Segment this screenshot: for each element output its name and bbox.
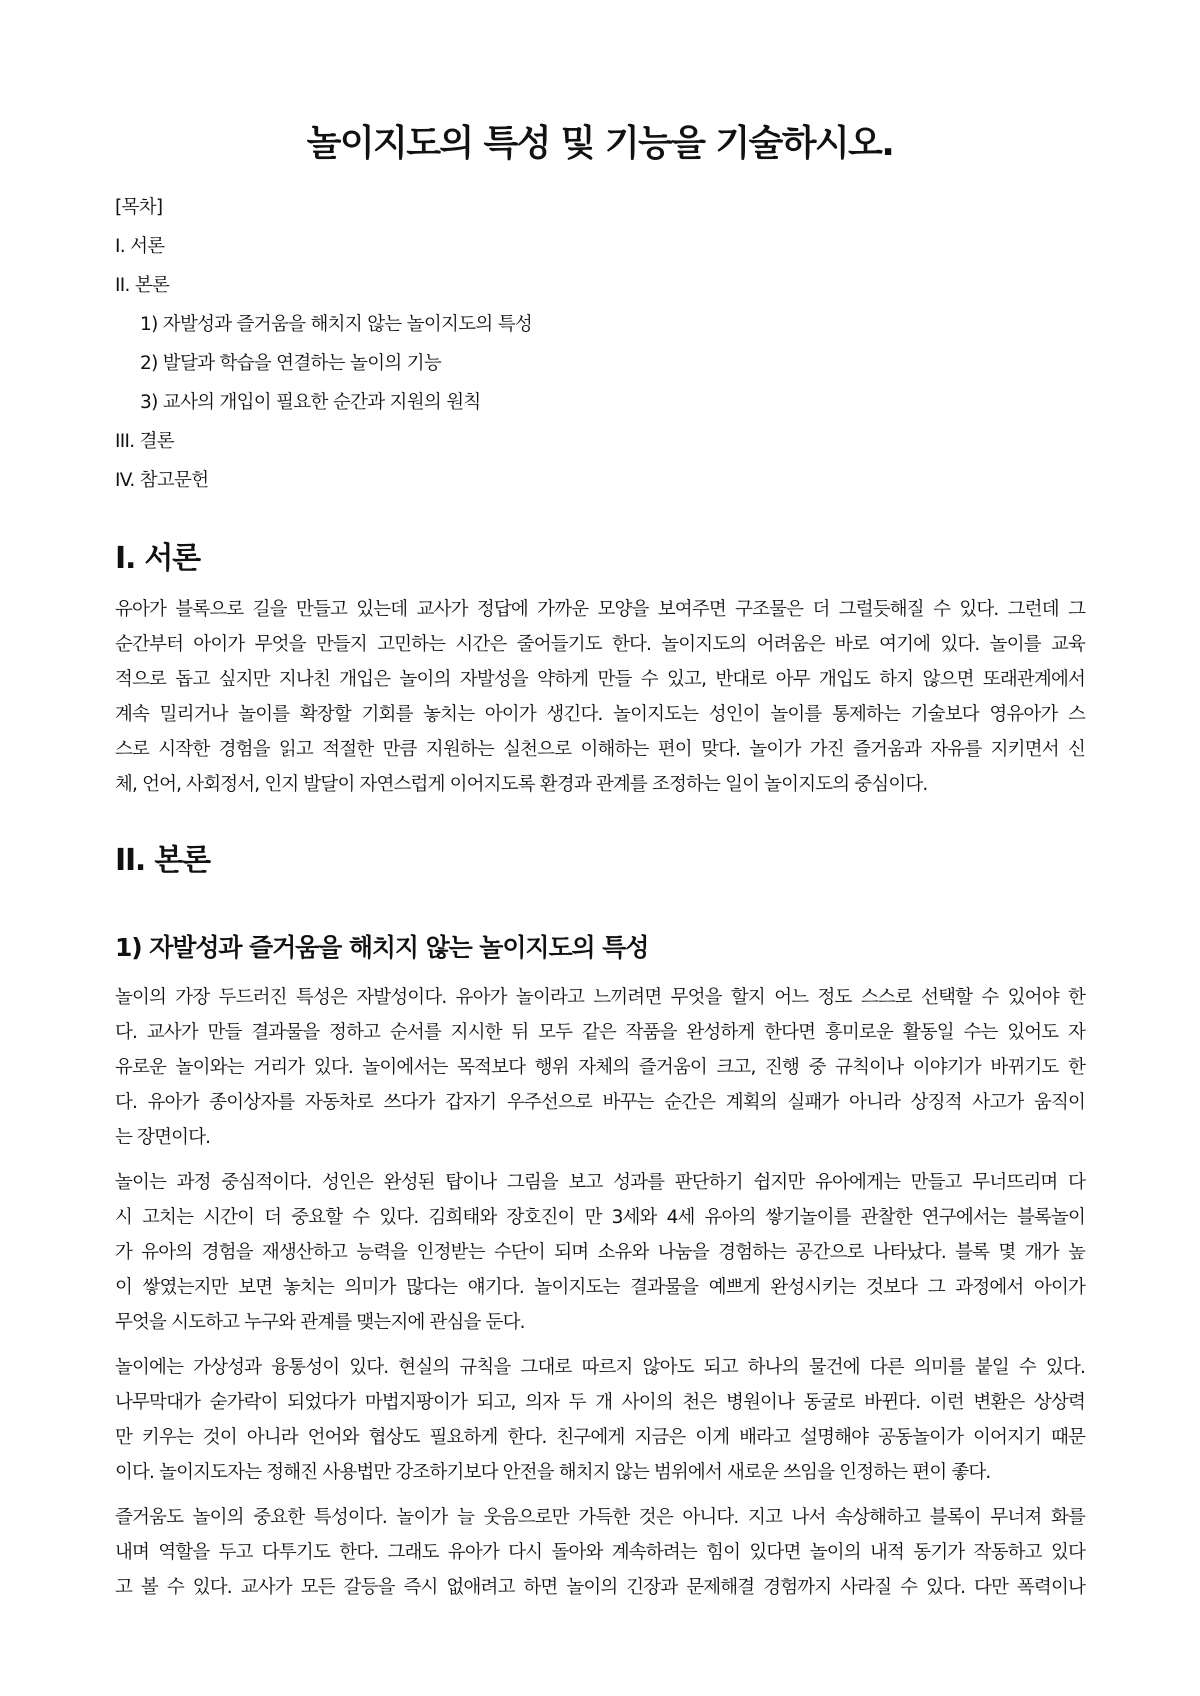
text-line: 유로운 놀이와는 거리가 있다. 놀이에서는 목적보다 행위 자체의 즐거움이 크고, 진행 중 규칙이나 이야기가 바뀌기도 한: [115, 1057, 1085, 1078]
text-line: 즐거움도 놀이의 중요한 특성이다. 놀이가 늘 웃음으로만 가득한 것은 아니다. 지고 나서 속상해하고 블록이 무너져 화를: [115, 1507, 1085, 1528]
text-line: 가 유아의 경험을 재생산하고 능력을 인정받는 수단이 되며 소유와 나눔을 경험하는 공간으로 나타났다. 블록 몇 개가 높: [115, 1242, 1085, 1263]
section-heading-introduction: I. 서론: [115, 541, 200, 576]
text-line: 는 장면이다.: [115, 1127, 211, 1148]
text-line: 시 고치는 시간이 더 중요할 수 있다. 김희태와 장호진이 만 3세와 4세 유아의 쌓기놀이를 관찰한 연구에서는 블록놀이: [115, 1207, 1085, 1228]
toc-subitem: 2) 발달과 학습을 연결하는 놀이의 기능: [140, 353, 442, 374]
text-line: 이 쌓였는지만 보면 놓치는 의미가 많다는 얘기다. 놀이지도는 결과물을 예쁘게 완성시키는 것보다 그 과정에서 아이가: [115, 1277, 1085, 1298]
text-line: 다. 유아가 종이상자를 자동차로 쓰다가 갑자기 우주선으로 바꾸는 순간은 계획의 실패가 아니라 상징적 사고가 움직이: [115, 1092, 1085, 1113]
toc-heading: [목차]: [115, 197, 163, 218]
text-line: 순간부터 아이가 무엇을 만들지 고민하는 시간은 줄어들기도 한다. 놀이지도의 어려움은 바로 여기에 있다. 놀이를 교육: [115, 634, 1085, 655]
text-line: 적으로 돕고 싶지만 지나친 개입은 놀이의 자발성을 약하게 만들 수 있고, 반대로 아무 개입도 하지 않으면 또래관계에서: [115, 669, 1085, 690]
introduction-paragraph: [115, 592, 1085, 802]
text-line: 무엇을 시도하고 누구와 관계를 맺는지에 관심을 둔다.: [115, 1312, 525, 1333]
toc-item: IV. 참고문헌: [115, 470, 209, 491]
text-line: 체, 언어, 사회정서, 인지 발달이 자연스럽게 이어지도록 환경과 관계를 조정하는 일이 놀이지도의 중심이다.: [115, 774, 928, 795]
text-line: 놀이의 가장 두드러진 특성은 자발성이다. 유아가 놀이라고 느끼려면 무엇을 할지 어느 정도 스스로 선택할 수 있어야 한: [115, 987, 1085, 1008]
toc-item: I. 서론: [115, 236, 165, 257]
text-line: 만 키우는 것이 아니라 언어와 협상도 필요하게 한다. 친구에게 지금은 이게 배라고 설명해야 공동놀이가 이어지기 때문: [115, 1427, 1085, 1448]
text-line: 유아가 블록으로 길을 만들고 있는데 교사가 정답에 가까운 모양을 보여주면 구조물은 더 그럴듯해질 수 있다. 그런데 그: [115, 599, 1085, 620]
toc-subitem: 3) 교사의 개입이 필요한 순간과 지원의 원칙: [140, 392, 481, 413]
body-paragraph: [115, 1350, 1085, 1490]
section-heading-body: II. 본론: [115, 843, 210, 878]
body-paragraph: [115, 980, 1085, 1155]
body-paragraph: [115, 1500, 1085, 1605]
text-line: 내며 역할을 두고 다투기도 한다. 그래도 유아가 다시 돌아와 계속하려는 힘이 있다면 놀이의 내적 동기가 작동하고 있다: [115, 1542, 1085, 1563]
body-paragraph: [115, 1165, 1085, 1340]
text-line: 나무막대가 숟가락이 되었다가 마법지팡이가 되고, 의자 두 개 사이의 천은 병원이나 동굴로 바뀐다. 이런 변환은 상상력: [115, 1392, 1085, 1413]
toc-item: III. 결론: [115, 431, 174, 452]
toc-item: II. 본론: [115, 275, 170, 296]
text-line: 놀이에는 가상성과 융통성이 있다. 현실의 규칙을 그대로 따르지 않아도 되고 하나의 물건에 다른 의미를 붙일 수 있다.: [115, 1357, 1085, 1378]
document-title: 놀이지도의 특성 및 기능을 기술하시오.: [306, 123, 894, 164]
subsection-heading-characteristics: 1) 자발성과 즐거움을 해치지 않는 놀이지도의 특성: [115, 933, 649, 962]
text-line: 놀이는 과정 중심적이다. 성인은 완성된 탑이나 그림을 보고 성과를 판단하기 쉽지만 유아에게는 만들고 무너뜨리며 다: [115, 1172, 1085, 1193]
text-line: 계속 밀리거나 놀이를 확장할 기회를 놓치는 아이가 생긴다. 놀이지도는 성인이 놀이를 통제하는 기술보다 영유아가 스: [115, 704, 1085, 725]
text-line: 스로 시작한 경험을 읽고 적절한 만큼 지원하는 실천으로 이해하는 편이 맞다. 놀이가 가진 즐거움과 자유를 지키면서 신: [115, 739, 1085, 760]
text-line: 다. 교사가 만들 결과물을 정하고 순서를 지시한 뒤 모두 같은 작품을 완성하게 한다면 흥미로운 활동일 수는 있어도 자: [115, 1022, 1085, 1043]
table-of-contents: [115, 188, 1085, 500]
text-line: 고 볼 수 있다. 교사가 모든 갈등을 즉시 없애려고 하면 놀이의 긴장과 문제해결 경험까지 사라질 수 있다. 다만 폭력이나: [115, 1577, 1085, 1598]
text-line: 이다. 놀이지도자는 정해진 사용법만 강조하기보다 안전을 해치지 않는 범위에서 새로운 쓰임을 인정하는 편이 좋다.: [115, 1462, 991, 1483]
toc-subitem: 1) 자발성과 즐거움을 해치지 않는 놀이지도의 특성: [140, 314, 533, 335]
